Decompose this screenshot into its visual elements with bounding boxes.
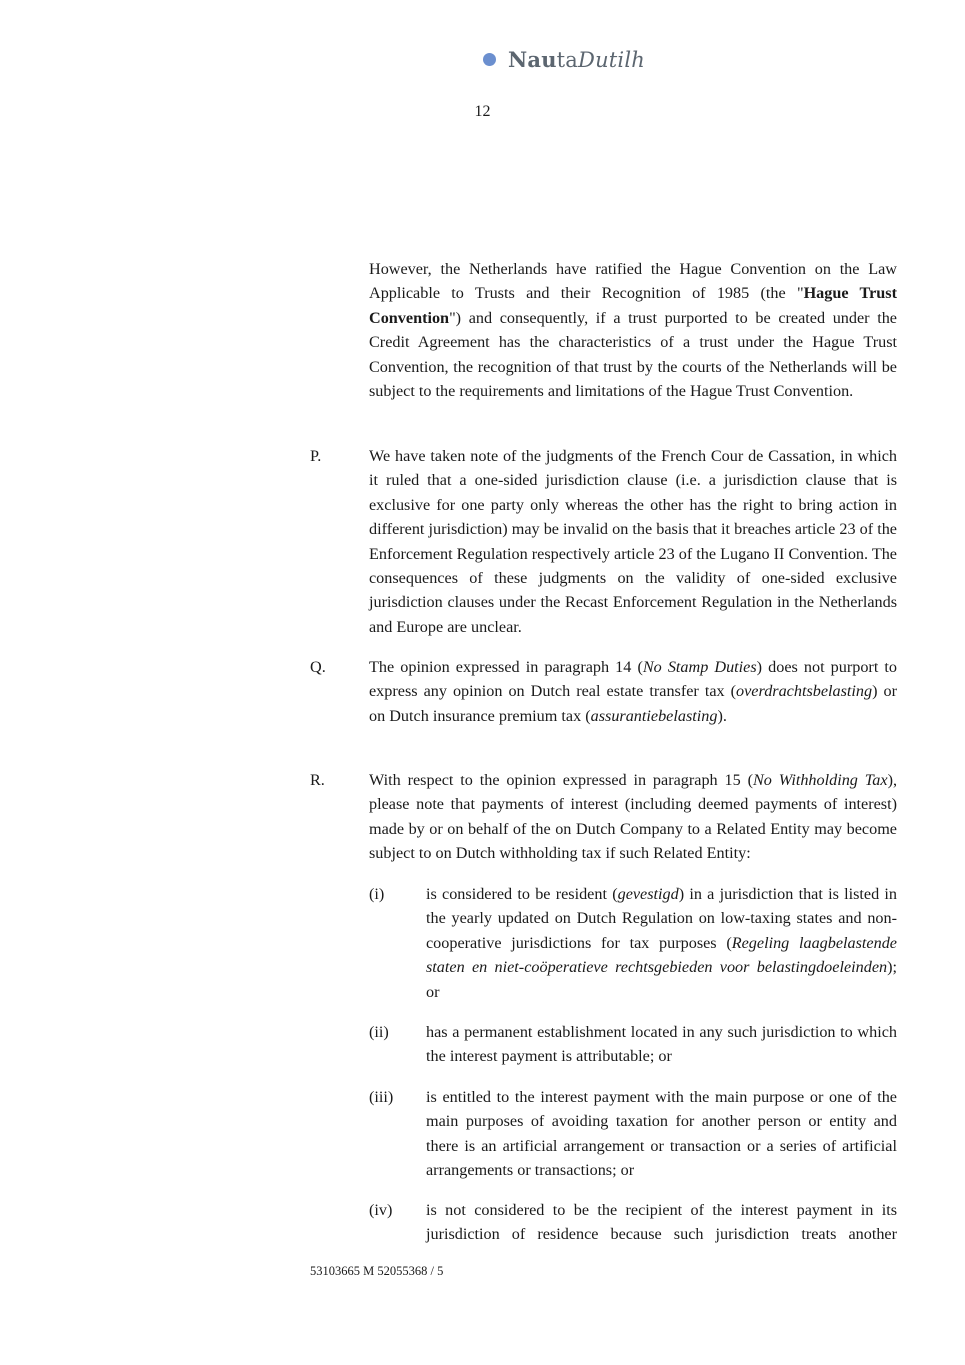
subparagraph-marker: (i)	[369, 885, 385, 903]
document-reference: 53103665 M 52055368 / 5	[310, 1264, 444, 1278]
paragraph-marker: R.	[310, 771, 325, 789]
subparagraph-iv: (iv) is not considered to be the recipient of the interest payment in its jurisdiction of residence because such jurisdiction treats another	[369, 1198, 897, 1247]
nautadutilh-logo	[483, 45, 645, 73]
subparagraph-i: (i) is considered to be resident (gevestigd) in a jurisdiction that is listed in the yearly updated on Dutch Regulation on low-taxing states and non-cooperative jurisdictions for tax purposes (Regeling laagbelastende staten en niet-coöperatieve rechtsgebieden voor belastingdoeleinden); or	[369, 882, 897, 1004]
subparagraph-marker: (iii)	[369, 1088, 394, 1106]
intro-paragraph: However, the Netherlands have ratified the Hague Convention on the Law Applicable to Trusts and their Recognition of 1985 (the "Hague Trust Convention") and consequently, if a trust purported to be created under the Credit Agreement has the characteristics of a trust under the Hague Trust Convention, the recognition of that trust by the courts of the Netherlands will be subject to the requirements and limitations of the Hague Trust Convention.	[369, 260, 897, 401]
logo-wordmark: NautaDutilh	[508, 46, 645, 72]
paragraph-marker: Q.	[310, 658, 326, 676]
paragraph-r: R. With respect to the opinion expressed in paragraph 15 (No Withholding Tax), please note that payments of interest (including deemed payments of interest) made by or on behalf of the on Dutch Company to a Related Entity may become subject to on Dutch withholding tax if such Related Entity:	[310, 768, 897, 866]
subparagraph-marker: (ii)	[369, 1023, 389, 1041]
logo-dot-icon	[483, 53, 496, 66]
subparagraph-marker: (iv)	[369, 1201, 393, 1219]
paragraph-marker: P.	[310, 447, 322, 465]
subparagraph-ii: (ii) has a permanent establishment located in any such jurisdiction to which the interest payment is attributable; or	[369, 1020, 897, 1069]
page-number: 12	[474, 103, 491, 120]
paragraph-p: P. We have taken note of the judgments of the French Cour de Cassation, in which it ruled that a one-sided jurisdiction clause (i.e. a jurisdiction clause that is exclusive for one party only whereas the other has the right to bring action in different jurisdiction) may be invalid on the basis that it breaches article 23 of the Enforcement Regulation respectively article 23 of the Lugano II Convention. The consequences of these judgments on the validity of one-sided exclusive jurisdiction clauses under the Recast Enforcement Regulation in the Netherlands and Europe are unclear.	[310, 444, 897, 639]
subparagraph-iii: (iii) is entitled to the interest payment with the main purpose or one of the main purposes of avoiding taxation for another person or entity and there is an artificial arrangement or transaction or a series of artificial arrangements or transactions; or	[369, 1085, 897, 1183]
paragraph-q: Q. The opinion expressed in paragraph 14 (No Stamp Duties) does not purport to express any opinion on Dutch real estate transfer tax (overdrachtsbelasting) or on Dutch insurance premium tax (assurantiebelasting).	[310, 655, 897, 728]
